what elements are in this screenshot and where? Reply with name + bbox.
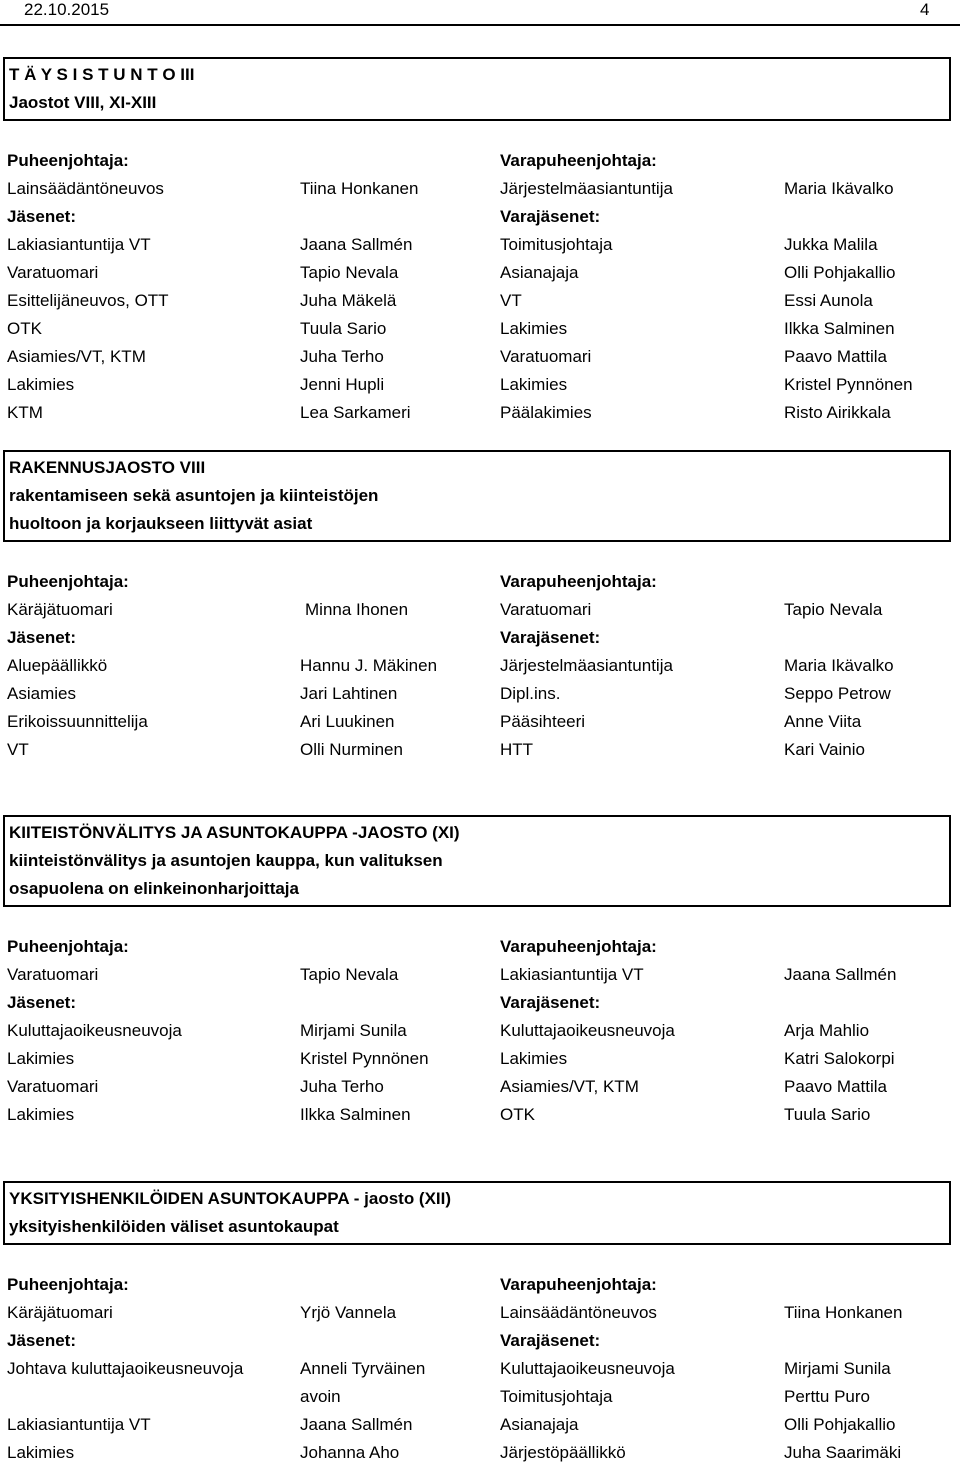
deputy-title: Järjestöpäällikkö — [500, 1443, 626, 1462]
deputy-name: Perttu Puro — [784, 1387, 870, 1406]
vice-chair-label: Varapuheenjohtaja: — [500, 1275, 657, 1294]
chair-label-row — [0, 568, 960, 596]
chair-label-row — [0, 933, 960, 961]
vice-chair-title: Varatuomari — [500, 600, 592, 619]
member-title: OTK — [7, 319, 42, 338]
member-table — [0, 1271, 960, 1467]
chair-name: Tapio Nevala — [300, 965, 399, 984]
deputy-name: Olli Pohjakallio — [784, 263, 896, 282]
members-label: Jäsenet: — [7, 207, 76, 226]
member-name: Johanna Aho — [300, 1443, 400, 1462]
section-subtitle: huoltoon ja korjaukseen liittyvät asiat — [9, 514, 313, 533]
member-name: avoin — [300, 1387, 341, 1406]
chair-row — [0, 961, 960, 989]
deputy-name: Anne Viita — [784, 712, 862, 731]
section-subtitle: rakentamiseen sekä asuntojen ja kiinteistöjen — [9, 486, 379, 505]
member-row — [0, 1017, 960, 1045]
deputy-title: Lakimies — [500, 319, 568, 338]
member-name: Jaana Sallmén — [300, 1415, 413, 1434]
member-row — [0, 1383, 960, 1411]
member-name: Anneli Tyrväinen — [300, 1359, 426, 1378]
member-table — [0, 933, 960, 1129]
member-name: Hannu J. Mäkinen — [300, 656, 438, 675]
members-label-row — [0, 624, 960, 652]
member-row — [0, 1355, 960, 1383]
member-row — [0, 371, 960, 399]
deputy-title: Kuluttajaoikeusneuvoja — [500, 1359, 675, 1378]
section-title-box — [3, 57, 951, 121]
chair-label: Puheenjohtaja: — [7, 572, 129, 591]
deputy-title: Toimitusjohtaja — [500, 235, 613, 254]
section-kiinteistonvalitys — [0, 815, 960, 1129]
deputy-name: Jukka Malila — [784, 235, 878, 254]
member-title: Lakiasiantuntija VT — [7, 1415, 151, 1434]
header-date: 22.10.2015 — [24, 0, 110, 19]
deputy-title: Järjestelmäasiantuntija — [500, 656, 673, 675]
vice-chair-label: Varapuheenjohtaja: — [500, 572, 657, 591]
deputies-label: Varajäsenet: — [500, 207, 601, 226]
deputy-title: Asianajaja — [500, 263, 579, 282]
chair-label: Puheenjohtaja: — [7, 1275, 129, 1294]
section-title-box — [3, 1181, 951, 1245]
deputies-label: Varajäsenet: — [500, 1331, 601, 1350]
member-name: Mirjami Sunila — [300, 1021, 407, 1040]
chair-title: Käräjätuomari — [7, 600, 113, 619]
member-row — [0, 399, 960, 427]
member-name: Jari Lahtinen — [300, 684, 398, 703]
chair-row — [0, 175, 960, 203]
member-row — [0, 736, 960, 764]
vice-chair-name: Tiina Honkanen — [784, 1303, 903, 1322]
member-title: Erikoissuunnittelija — [7, 712, 148, 731]
member-title: Aluepäällikkö — [7, 656, 108, 675]
member-name: Tuula Sario — [300, 319, 387, 338]
vice-chair-name: Maria Ikävalko — [784, 179, 894, 198]
deputy-title: Lakimies — [500, 1049, 568, 1068]
deputy-name: Katri Salokorpi — [784, 1049, 895, 1068]
chair-row — [0, 1299, 960, 1327]
member-title: Varatuomari — [7, 263, 99, 282]
deputy-title: Lakimies — [500, 375, 568, 394]
member-name: Juha Mäkelä — [300, 291, 397, 310]
vice-chair-label: Varapuheenjohtaja: — [500, 151, 657, 170]
deputy-title: VT — [500, 291, 522, 310]
vice-chair-title: Lainsäädäntöneuvos — [500, 1303, 657, 1322]
chair-label: Puheenjohtaja: — [7, 937, 129, 956]
vice-chair-name: Tapio Nevala — [784, 600, 883, 619]
section-title: T Ä Y S I S T U N T O III — [9, 65, 195, 84]
member-table — [0, 147, 960, 427]
deputy-title: Kuluttajaoikeusneuvoja — [500, 1021, 675, 1040]
member-title: Johtava kuluttajaoikeusneuvoja — [7, 1359, 244, 1378]
members-label-row — [0, 203, 960, 231]
vice-chair-title: Järjestelmäasiantuntija — [500, 179, 673, 198]
member-table — [0, 568, 960, 764]
member-title: Kuluttajaoikeusneuvoja — [7, 1021, 182, 1040]
section-title: KIITEISTÖNVÄLITYS JA ASUNTOKAUPPA -JAOSTO (XI) — [9, 823, 460, 842]
section-subtitle: yksityishenkilöiden väliset asuntokaupat — [9, 1217, 339, 1236]
member-title: Lakimies — [7, 1105, 75, 1124]
deputy-title: Päälakimies — [500, 403, 592, 422]
member-title: Asiamies — [7, 684, 76, 703]
deputy-title: Asianajaja — [500, 1415, 579, 1434]
chair-name: Minna Ihonen — [305, 600, 409, 619]
section-subtitle: kiinteistönvälitys ja asuntojen kauppa, kun valituksen — [9, 851, 443, 870]
chair-label-row — [0, 147, 960, 175]
member-row — [0, 1073, 960, 1101]
deputy-name: Mirjami Sunila — [784, 1359, 891, 1378]
member-row — [0, 652, 960, 680]
deputy-title: Varatuomari — [500, 347, 592, 366]
members-label: Jäsenet: — [7, 1331, 76, 1350]
members-label-row — [0, 1327, 960, 1355]
deputy-name: Kari Vainio — [784, 740, 865, 759]
member-title: KTM — [7, 403, 43, 422]
deputy-name: Maria Ikävalko — [784, 656, 894, 675]
members-label-row — [0, 989, 960, 1017]
vice-chair-name: Jaana Sallmén — [784, 965, 897, 984]
deputy-name: Juha Saarimäki — [784, 1443, 902, 1462]
member-name: Juha Terho — [300, 1077, 384, 1096]
member-name: Ilkka Salminen — [300, 1105, 411, 1124]
deputy-title: OTK — [500, 1105, 535, 1124]
section-title: YKSITYISHENKILÖIDEN ASUNTOKAUPPA - jaosto (XII) — [9, 1189, 452, 1208]
section-title-box — [3, 450, 951, 542]
member-title: Lakimies — [7, 1443, 75, 1462]
member-row — [0, 708, 960, 736]
vice-chair-label: Varapuheenjohtaja: — [500, 937, 657, 956]
deputy-title: Asiamies/VT, KTM — [500, 1077, 639, 1096]
member-row — [0, 1439, 960, 1467]
chair-name: Tiina Honkanen — [300, 179, 419, 198]
section-title: RAKENNUSJAOSTO VIII — [9, 458, 206, 477]
chair-row — [0, 596, 960, 624]
header-page-number: 4 — [920, 0, 930, 19]
deputy-name: Paavo Mattila — [784, 347, 887, 366]
deputy-title: Dipl.ins. — [500, 684, 561, 703]
deputy-name: Kristel Pynnönen — [784, 375, 913, 394]
chair-title: Lainsäädäntöneuvos — [7, 179, 164, 198]
member-title: VT — [7, 740, 29, 759]
deputy-title: HTT — [500, 740, 534, 759]
member-name: Kristel Pynnönen — [300, 1049, 429, 1068]
member-row — [0, 259, 960, 287]
chair-title: Käräjätuomari — [7, 1303, 113, 1322]
section-subtitle: osapuolena on elinkeinonharjoittaja — [9, 879, 299, 898]
member-title: Asiamies/VT, KTM — [7, 347, 146, 366]
deputy-name: Risto Airikkala — [784, 403, 891, 422]
deputy-name: Ilkka Salminen — [784, 319, 895, 338]
member-row — [0, 1101, 960, 1129]
section-yksityishenkiloiden — [0, 1181, 960, 1467]
member-name: Jaana Sallmén — [300, 235, 413, 254]
header-rule — [0, 24, 960, 26]
member-row — [0, 680, 960, 708]
deputy-name: Tuula Sario — [784, 1105, 871, 1124]
chair-label-row — [0, 1271, 960, 1299]
member-title: Varatuomari — [7, 1077, 99, 1096]
deputy-name: Olli Pohjakallio — [784, 1415, 896, 1434]
section-subtitle: Jaostot VIII, XI-XIII — [9, 93, 157, 112]
member-row — [0, 287, 960, 315]
member-row — [0, 315, 960, 343]
vice-chair-title: Lakiasiantuntija VT — [500, 965, 644, 984]
chair-label: Puheenjohtaja: — [7, 151, 129, 170]
deputies-label: Varajäsenet: — [500, 993, 601, 1012]
member-title: Lakimies — [7, 375, 75, 394]
deputies-label: Varajäsenet: — [500, 628, 601, 647]
deputy-title: Pääsihteeri — [500, 712, 586, 731]
member-name: Juha Terho — [300, 347, 384, 366]
deputy-name: Paavo Mattila — [784, 1077, 887, 1096]
page-header — [0, 0, 960, 26]
member-name: Lea Sarkameri — [300, 403, 411, 422]
deputy-name: Arja Mahlio — [784, 1021, 870, 1040]
deputy-title: Toimitusjohtaja — [500, 1387, 613, 1406]
section-taysistunto — [0, 57, 960, 427]
member-name: Jenni Hupli — [300, 375, 385, 394]
member-name: Tapio Nevala — [300, 263, 399, 282]
member-name: Ari Luukinen — [300, 712, 395, 731]
member-row — [0, 343, 960, 371]
member-title: Lakimies — [7, 1049, 75, 1068]
member-title: Esittelijäneuvos, OTT — [7, 291, 169, 310]
member-title: Lakiasiantuntija VT — [7, 235, 151, 254]
section-title-box — [3, 815, 951, 907]
chair-name: Yrjö Vannela — [300, 1303, 397, 1322]
members-label: Jäsenet: — [7, 628, 76, 647]
chair-title: Varatuomari — [7, 965, 99, 984]
member-name: Olli Nurminen — [300, 740, 403, 759]
member-row — [0, 1045, 960, 1073]
members-label: Jäsenet: — [7, 993, 76, 1012]
member-row — [0, 231, 960, 259]
deputy-name: Essi Aunola — [784, 291, 873, 310]
deputy-name: Seppo Petrow — [784, 684, 891, 703]
member-row — [0, 1411, 960, 1439]
section-rakennusjaosto — [0, 450, 960, 764]
